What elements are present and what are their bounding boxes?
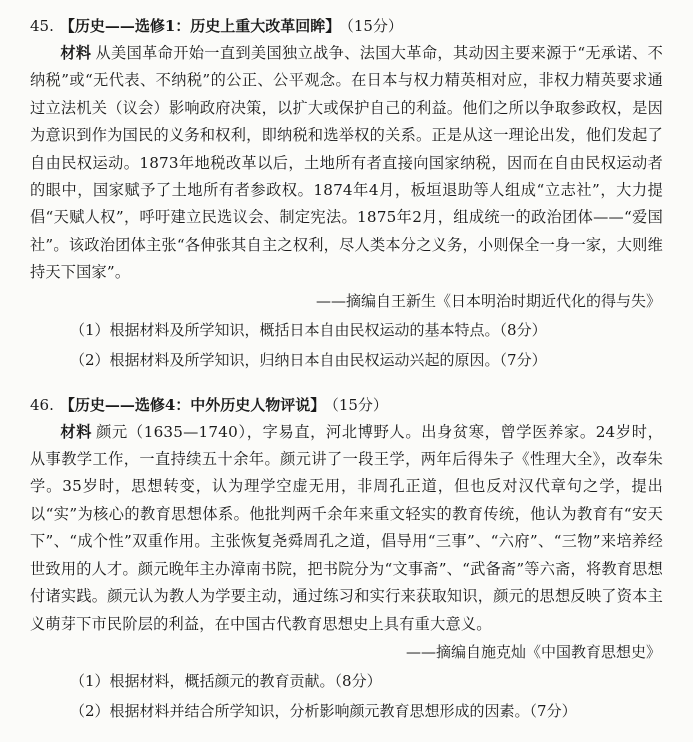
sub-question-2: （2）根据材料及所学知识，归纳日本自由民权运动兴起的原因。（7分） [70, 350, 547, 369]
material-paragraph [30, 419, 663, 638]
material-text: 从美国革命开始一直到美国独立战争、法国大革命，其动因主要来源于“无承诺、不纳税”或“无代表、不纳税”的公正、公平观念。在日本与权力精英相对应，非权力精英要求通过立法机关（议会）影响政府决策，以扩大或保护自己的利益。他们之所以争取参政权，是因为意识到作为国民的义务和权利，即纳税和选举权的关系。正是从这一理论出发，他们发起了自由民权运动。1873年地税改革以后，土地所有者直接向国家纳税，因而在自由民权运动者的眼中，国家赋予了土地所有者参政权。1874年4月，板垣退助等人组成“立志社”，大力提倡“天赋人权”，呼吁建立民选议会、制定宪法。1875年2月，组成统一的政治团体——“爱国社”。该政治团体主张“各伸张其自主之权利，尽人类本分之义务，小则保全一身一家，大则维持天下国家”。 [30, 44, 663, 282]
material-paragraph [30, 40, 663, 287]
question-45 [30, 14, 663, 375]
question-score: （15分） [346, 17, 403, 35]
sub-question-1: （1）根据材料，概括颜元的教育贡献。（8分） [70, 671, 382, 690]
question-header [30, 393, 663, 417]
question-number: 45. [30, 17, 54, 35]
material-source: ——摘编自施克灿《中国教育思想史》 [405, 642, 661, 661]
material-text: 颜元（1635—1740），字易直，河北博野人。出身贫寒，曾学医养家。24岁时，从事教学工作，一直持续五十余年。颜元讲了一段王学，两年后得朱子《性理大全》，改奉朱学。35岁时，思想转变，认为理学空虚无用，非周孔正道，但也反对汉代章句之学，提出以“实”为核心的教育思想体系。他批判两千余年来重文轻实的教育传统，他认为教育有“安天下”、“成个性”双重作用。主张恢复尧舜周孔之道，倡导用“三事”、“六府”、“三物”来培养经世致用的人才。颜元晚年主办漳南书院，把书院分为“文事斋”、“武备斋”等六斋，将教育思想付诸实践。颜元认为教人为学要主动，通过练习和实行来获取知识，颜元的思想反映了资本主义萌芽下市民阶层的利益，在中国古代教育思想史上具有重大意义。 [30, 422, 664, 633]
question-score: （15分） [331, 395, 388, 414]
sub-question-2: （2）根据材料并结合所学知识，分析影响颜元教育思想形成的因素。（7分） [70, 701, 577, 720]
material-label: 材料 [60, 422, 93, 441]
question-header [30, 14, 663, 38]
question-tag: 【历史——选修4：中外历史人物评说】 [59, 395, 326, 414]
section-gap [30, 375, 663, 393]
material-source: ——摘编自王新生《日本明治时期近代化的得与失》 [315, 291, 661, 310]
sub-question-1: （1）根据材料及所学知识，概括日本自由民权运动的基本特点。（8分） [70, 320, 547, 339]
question-tag: 【历史——选修1：历史上重大改革回眸】 [59, 17, 341, 35]
question-46 [30, 393, 663, 726]
material-label: 材料 [60, 44, 92, 62]
question-number: 46. [30, 395, 54, 414]
